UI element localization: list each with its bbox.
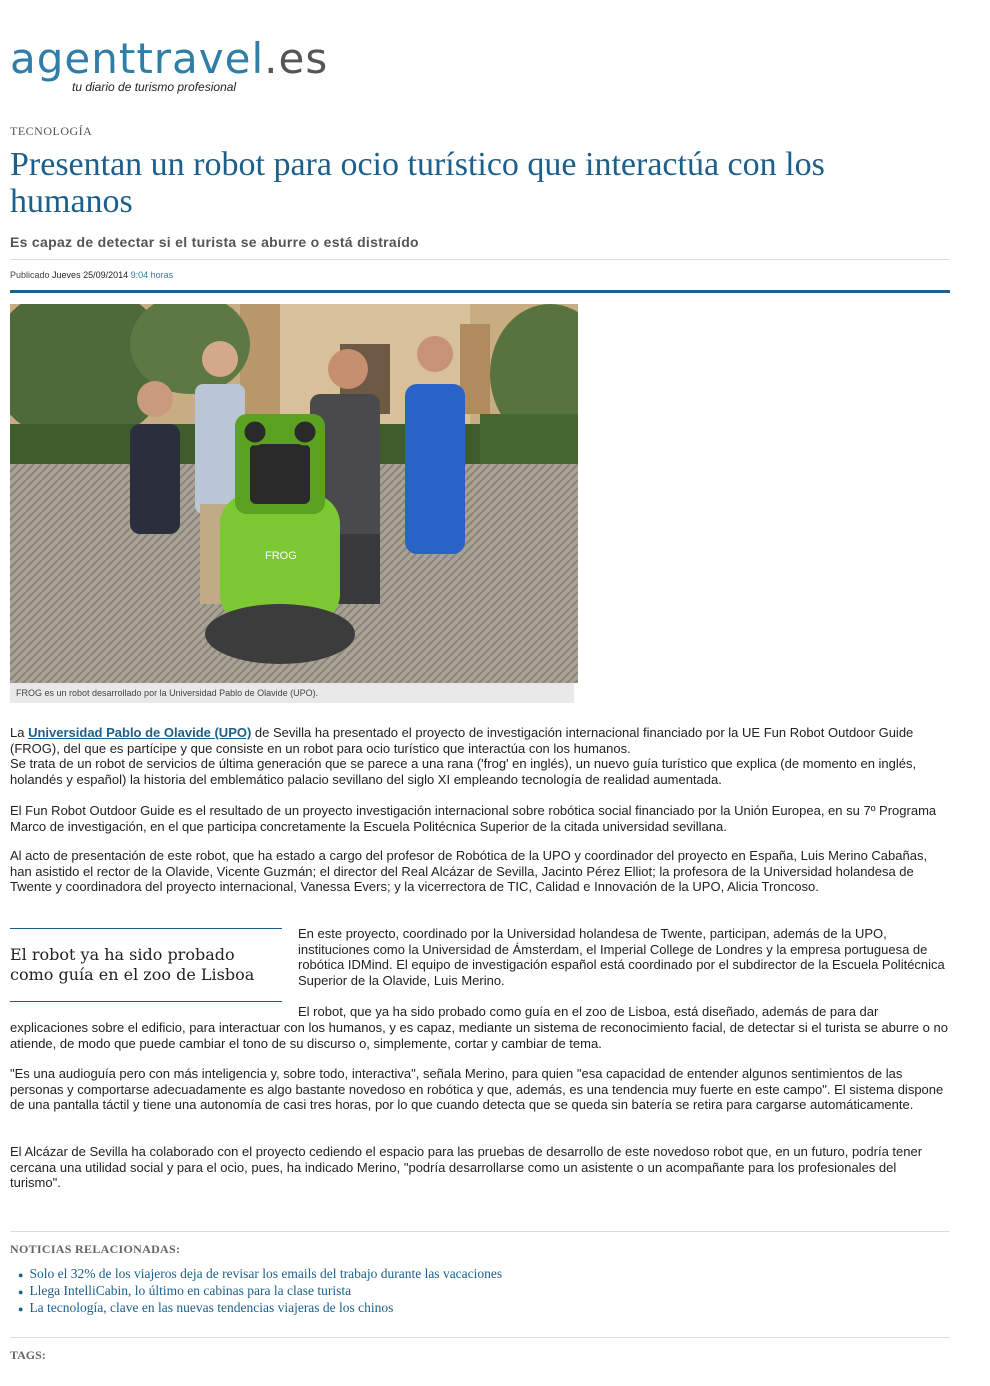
tags-label: TAGS: [10, 1348, 46, 1362]
paragraph-1: La Universidad Pablo de Olavide (UPO) de Sevilla ha presentado el proyecto de investigación internacional financiado por la UE Fun Robot Outdoor Guide (FROG), del que es partícipe y que consiste en un robot para ocio turístico que interactúa con los humanos. Se trata de un robot de servicios de última generación que se parece a una rana ('frog' en inglés), un nuevo guía turístico que explica (de momento en inglés, holandés y español) la historia del emblemático palacio sevillano del siglo XI empleando tecnología de realidad aumentada. [10, 725, 917, 787]
divider [10, 1337, 950, 1338]
bullet-icon: ● [18, 1304, 24, 1314]
bullet-icon: ● [18, 1270, 24, 1280]
publish-meta [10, 270, 173, 280]
article-title: Presentan un robot para ocio turístico que interactúa con los humanos [10, 146, 825, 220]
related-item[interactable]: ● Llega IntelliCabin, lo último en cabinas para la clase turista [18, 1283, 352, 1298]
paragraph-3: Al acto de presentación de este robot, que ha estado a cargo del profesor de Robótica de la UPO y coordinador del proyecto en España, Luis Merino Cabañas, han asistido el rector de la Olavide, Vicente Guzmán; el director del Real Alcázar de Sevilla, Jacinto Pérez Elliot; la profesora de la Universidad holandesa de Twente y coordinadora del proyecto internacional, Vanessa Evers; y la vicerrectora de TIC, Calidad e Innovación de la UPO, Alicia Troncoso. [10, 848, 928, 894]
paragraph-4: En este proyecto, coordinado por la Universidad holandesa de Twente, participan, además de la UPO, instituciones como la Universidad de Ámsterdam, el Imperial College de Londres y la empresa portuguesa de robótica IDMind. El equipo de investigación español está coordinado por el subdirector de la Escuela Politécnica Superior de la Olavide, Luis Merino. [298, 926, 945, 988]
related-item[interactable]: ● La tecnología, clave en las nuevas tendencias viajeras de los chinos [18, 1300, 394, 1315]
publish-time: 9:04 horas [130, 270, 174, 280]
article-subtitle: Es capaz de detectar si el turista se aburre o está distraído [10, 234, 419, 250]
robot-label: FROG [265, 550, 297, 562]
logo-tagline: tu diario de turismo profesional [72, 80, 237, 94]
paragraph-5: explicaciones sobre el edificio, para interactuar con los humanos, y es capaz, mediante un sistema de reconocimiento facial, de detectar si el turista se aburre o no atiende, de modo que puede cambiar el tono de su discurso o, simplemente, cortar y cambiar de tema. [10, 1020, 948, 1051]
bullet-icon: ● [18, 1287, 24, 1297]
paragraph-7: El Alcázar de Sevilla ha colaborado con el proyecto cediendo el espacio para las pruebas de desarrollo de este novedoso robot que, en un futuro, podría tener cercana una utilidad social y para el ocio, pues, ha indicado Merino, "podría desarrollarse como un asistente o un acompañante para los profesionales del turismo". [10, 1144, 923, 1190]
paragraph-2: El Fun Robot Outdoor Guide es el resultado de un proyecto investigación internacional sobre robótica social financiado por la Unión Europea, en su 7º Programa Marco de investigación, en el que participa concretamente la Escuela Politécnica Superior de la citada universidad sevillana. [10, 803, 937, 834]
header-rule [10, 290, 950, 293]
photo-caption: FROG es un robot desarrollado por la Universidad Pablo de Olavide (UPO). [10, 683, 574, 703]
published-label: Publicado [10, 270, 50, 280]
pull-quote-text: El robot ya ha sido probado como guía en el zoo de Lisboa [10, 945, 255, 984]
pull-quote [10, 928, 282, 1002]
logo-wordmark: agenttravel.es [10, 34, 329, 83]
site-logo[interactable] [10, 36, 340, 102]
article-photo [10, 304, 578, 683]
upo-link[interactable]: Universidad Pablo de Olavide (UPO) [28, 725, 252, 740]
paragraph-5-start: El robot, que ya ha sido probado como guía en el zoo de Lisboa, está diseñado, además de para dar [298, 1004, 879, 1019]
related-heading: NOTICIAS RELACIONADAS: [10, 1242, 181, 1256]
paragraph-6: "Es una audioguía pero con más inteligencia y, sobre todo, interactiva", señala Merino, para quien "esa capacidad de entender algunos sentimientos de las personas y comportarse adecuadamente es algo bastante novedoso en robótica y que, además, es una tendencia muy fuerte en este campo". El sistema dispone de una pantalla táctil y tiene una autonomía de casi tres horas, por lo que cuando detecta que se queda sin batería se retira para cargarse automáticamente. [10, 1066, 944, 1112]
publish-date: Jueves 25/09/2014 [52, 270, 129, 280]
related-list [18, 1266, 502, 1317]
divider [10, 1231, 950, 1232]
photo-illustration [10, 304, 578, 683]
divider [10, 259, 950, 260]
related-item[interactable]: ● Solo el 32% de los viajeros deja de revisar los emails del trabajo durante las vacaciones [18, 1266, 503, 1281]
section-label[interactable]: TECNOLOGÍA [10, 124, 93, 138]
